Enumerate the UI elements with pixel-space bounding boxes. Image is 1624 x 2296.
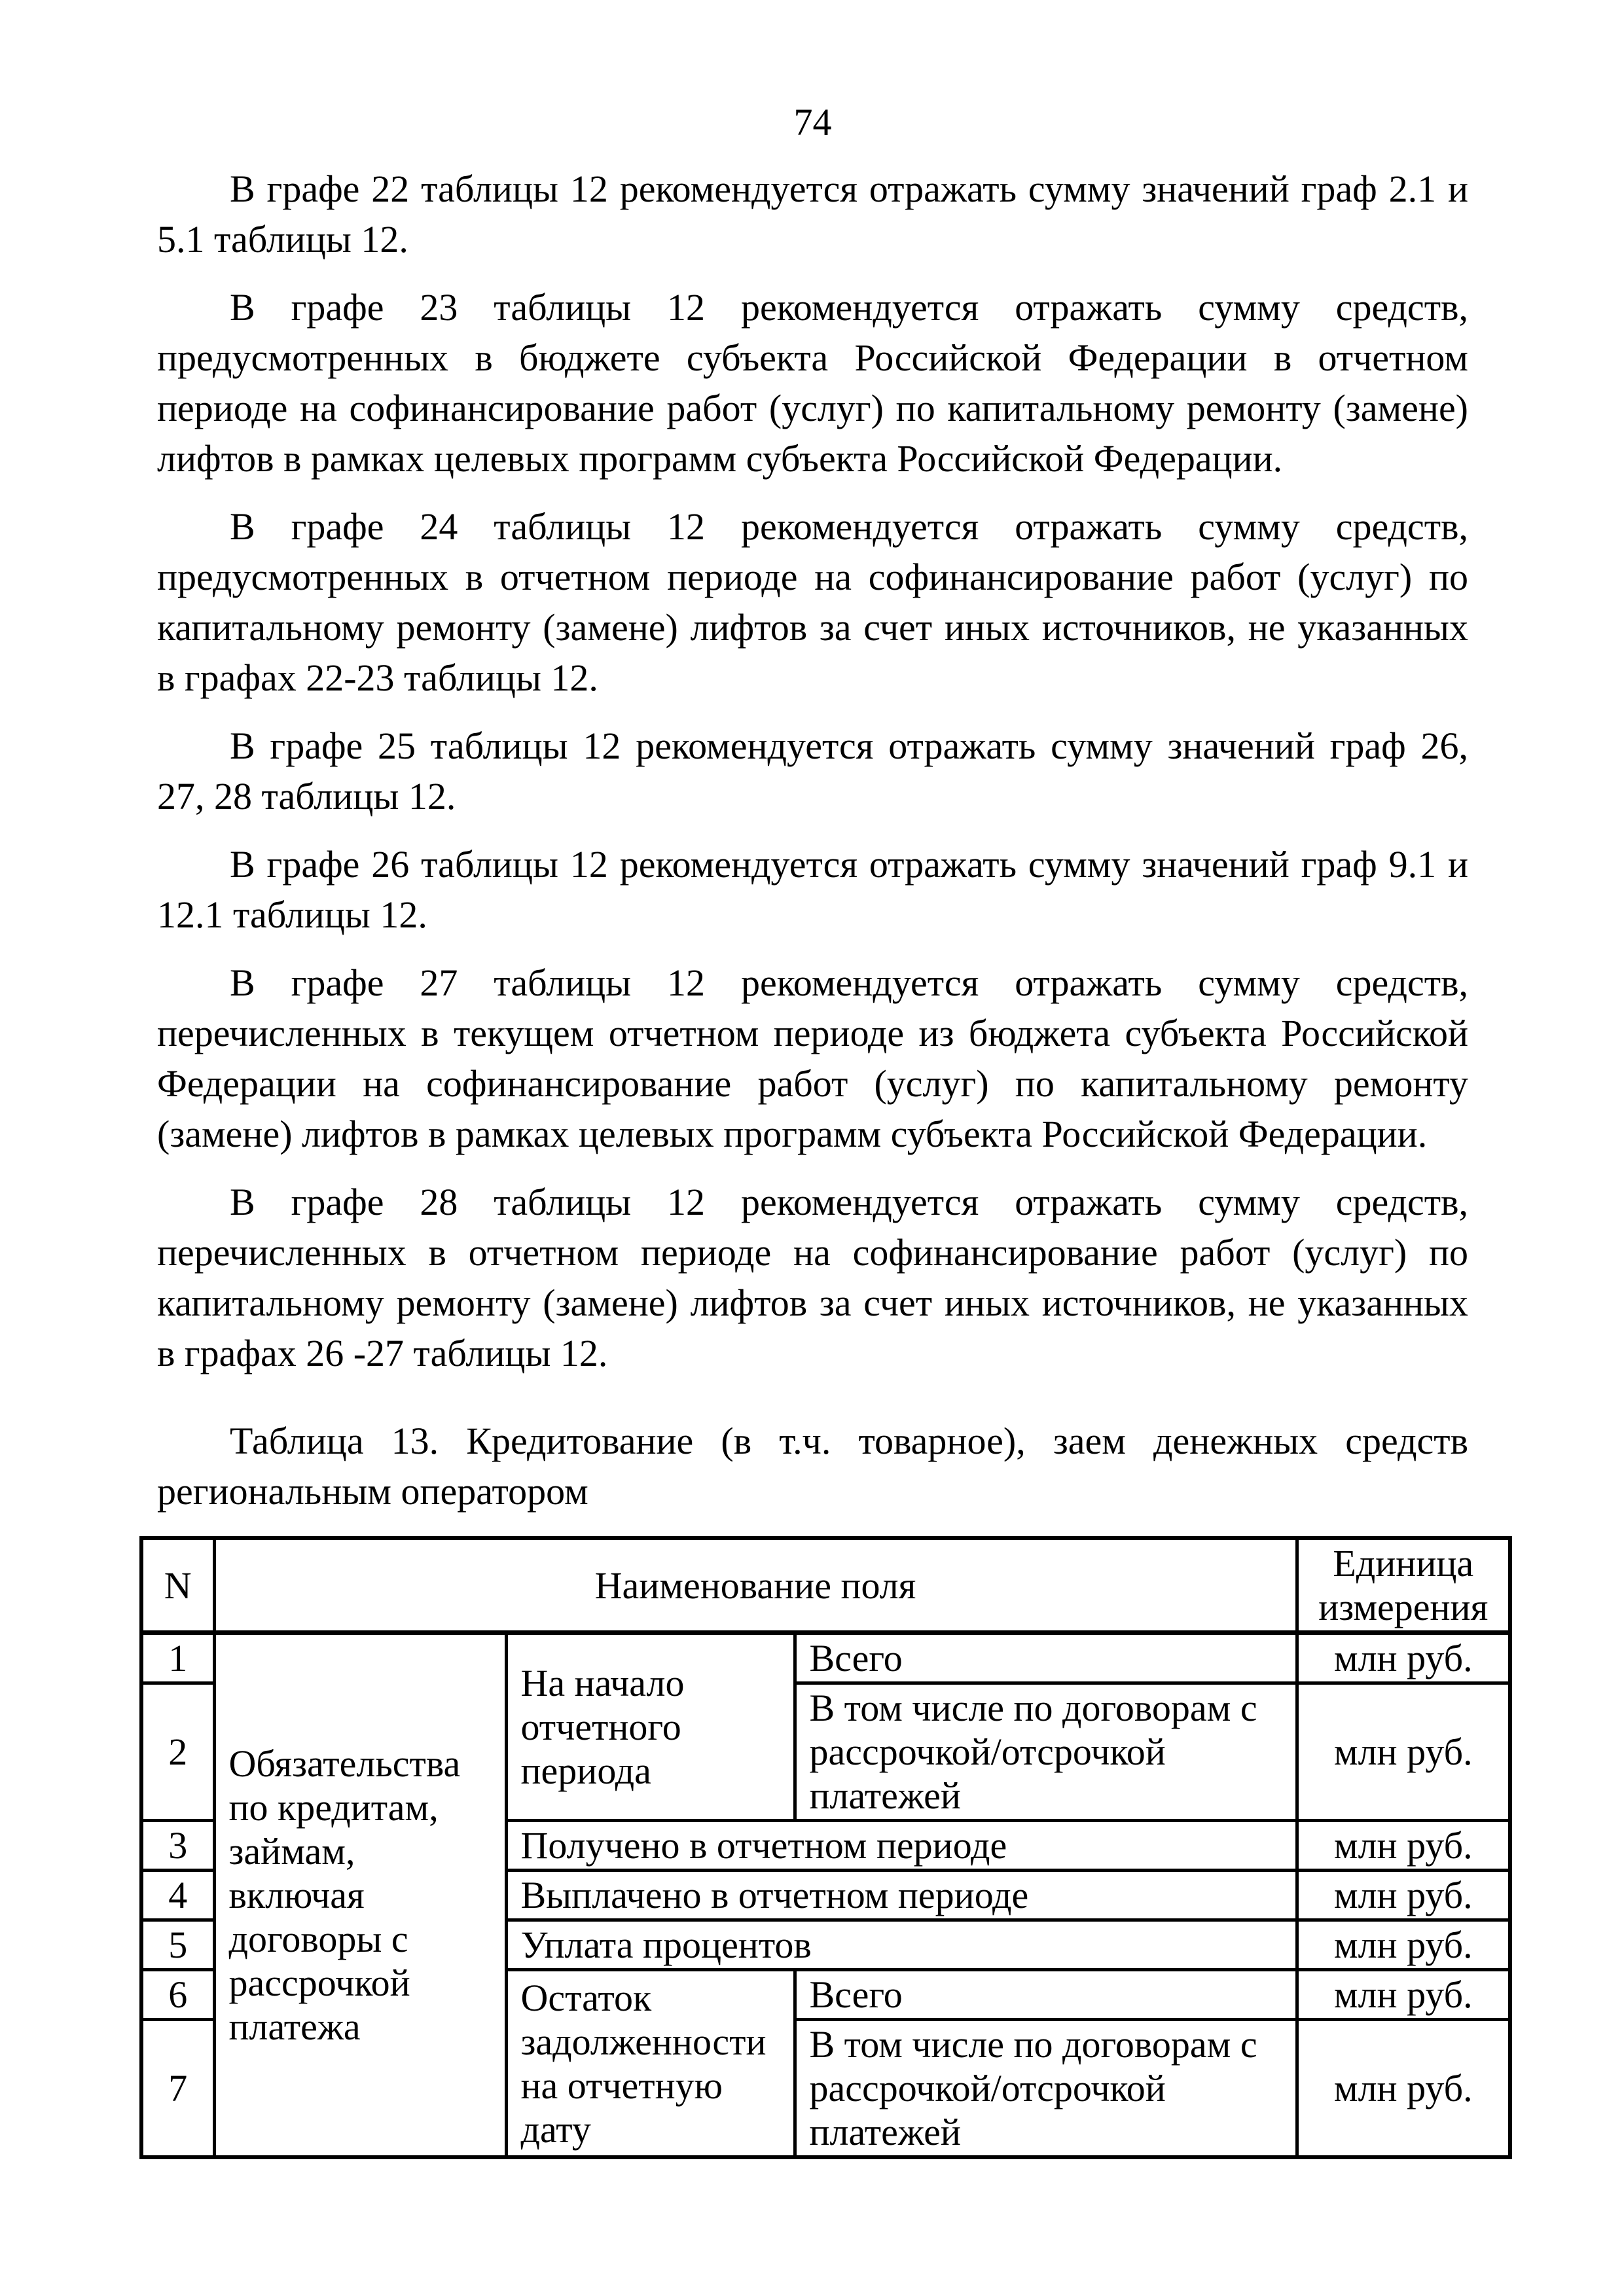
cell-received: Получено в отчетном периоде <box>506 1821 1297 1871</box>
row-1-number: 1 <box>141 1633 214 1683</box>
table-header-row <box>141 1538 1510 1633</box>
paragraph-grafa-23: В графе 23 таблицы 12 рекомендуется отражать сумму средств, предусмотренных в бюджете субъекта Российской Федерации в отчетном периоде на софинансирование работ (услуг) по капитальному ремонту (замене) лифтов в рамках целевых программ субъекта Российской Федерации. <box>157 286 1468 480</box>
cell-paid-out: Выплачено в отчетном периоде <box>506 1871 1297 1920</box>
row-4-number: 4 <box>141 1871 214 1920</box>
row-3-unit: млн руб. <box>1297 1821 1510 1871</box>
row-7-unit: млн руб. <box>1297 2020 1510 2158</box>
row-5-unit: млн руб. <box>1297 1920 1510 1970</box>
cell-installment-balance: В том числе по договорам с рассрочкой/отсрочкой платежей <box>795 2020 1297 2158</box>
table-13 <box>139 1536 1512 2159</box>
cell-balance: Остаток задолженности на отчетную дату <box>506 1970 795 2158</box>
paragraph-grafa-27: В графе 27 таблицы 12 рекомендуется отражать сумму средств, перечисленных в текущем отчетном периоде из бюджета субъекта Российской Федерации на софинансирование работ (услуг) по капитальному ремонту (замене) лифтов в рамках целевых программ субъекта Российской Федерации. <box>157 961 1468 1155</box>
row-5-number: 5 <box>141 1920 214 1970</box>
cell-installment-start: В том числе по договорам с рассрочкой/отсрочкой платежей <box>795 1683 1297 1821</box>
paragraph-grafa-22: В графе 22 таблицы 12 рекомендуется отражать сумму значений граф 2.1 и 5.1 таблицы 12. <box>157 168 1468 260</box>
table-row-1 <box>141 1633 1510 1683</box>
row-6-unit: млн руб. <box>1297 1970 1510 2020</box>
paragraph-grafa-26: В графе 26 таблицы 12 рекомендуется отражать сумму значений граф 9.1 и 12.1 таблицы 12. <box>157 843 1468 936</box>
group-cell-obligations: Обязательства по кредитам, займам, включая договоры с рассрочкой платежа <box>214 1633 506 2158</box>
page-number: 74 <box>793 101 832 143</box>
table-13-caption: Таблица 13. Кредитование (в т.ч. товарное), заем денежных средств региональным оператором <box>157 1420 1468 1513</box>
paragraph-grafa-24: В графе 24 таблицы 12 рекомендуется отражать сумму средств, предусмотренных в отчетном периоде на софинансирование работ (услуг) по капитальному ремонту (замене) лифтов за счет иных источников, не указанных в графах 22-23 таблицы 12. <box>157 505 1468 699</box>
header-cell-unit: Единица измерения <box>1297 1538 1510 1633</box>
cell-total-start: Всего <box>795 1633 1297 1683</box>
row-2-number: 2 <box>141 1683 214 1821</box>
row-7-number: 7 <box>141 2020 214 2158</box>
row-4-unit: млн руб. <box>1297 1871 1510 1920</box>
cell-total-balance: Всего <box>795 1970 1297 2020</box>
header-cell-field-name: Наименование поля <box>214 1538 1297 1633</box>
paragraph-grafa-25: В графе 25 таблицы 12 рекомендуется отражать сумму значений граф 26, 27, 28 таблицы 12. <box>157 725 1468 817</box>
row-1-unit: млн руб. <box>1297 1633 1510 1683</box>
header-cell-n: N <box>141 1538 214 1633</box>
row-3-number: 3 <box>141 1821 214 1871</box>
paragraph-grafa-28: В графе 28 таблицы 12 рекомендуется отражать сумму средств, перечисленных в отчетном периоде на софинансирование работ (услуг) по капитальному ремонту (замене) лифтов за счет иных источников, не указанных в графах 26 -27 таблицы 12. <box>157 1181 1468 1374</box>
cell-start-period: На начало отчетного периода <box>506 1633 795 1821</box>
row-2-unit: млн руб. <box>1297 1683 1510 1821</box>
cell-interest: Уплата процентов <box>506 1920 1297 1970</box>
row-6-number: 6 <box>141 1970 214 2020</box>
